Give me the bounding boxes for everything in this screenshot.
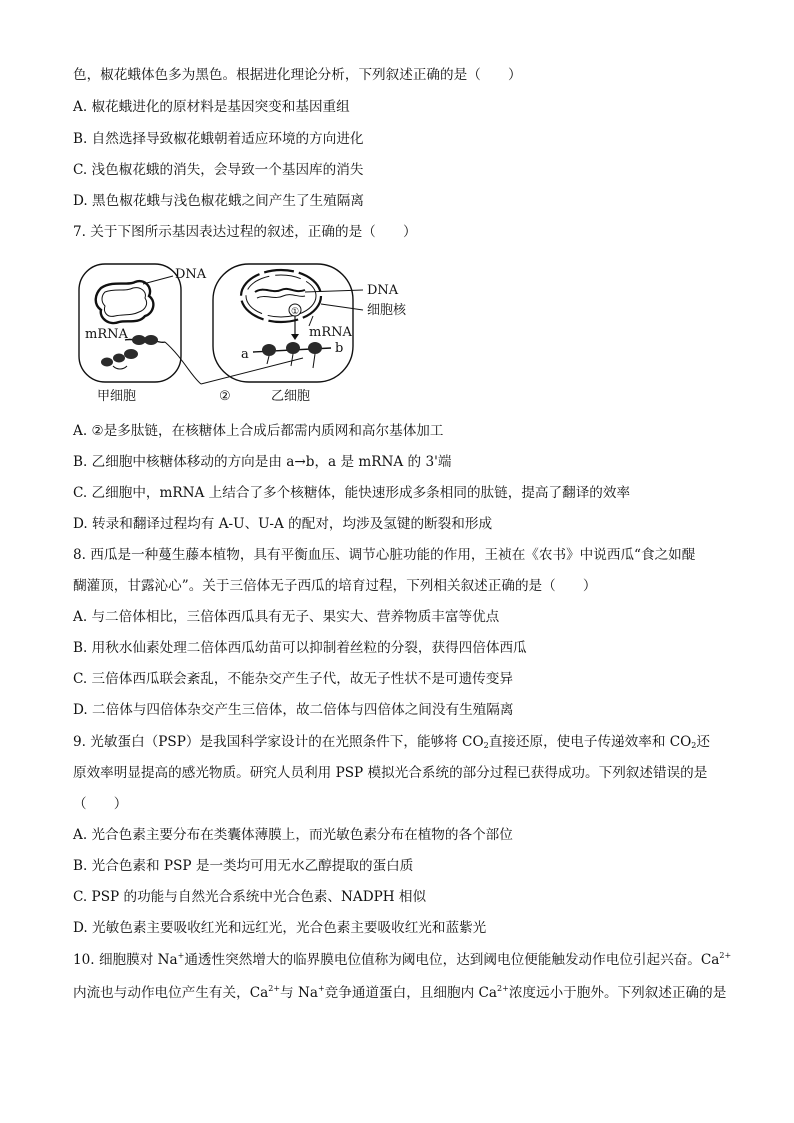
question-7-option-d: D. 转录和翻译过程均有 A-U、U-A 的配对，均涉及氢键的断裂和形成 xyxy=(73,516,493,532)
question-8-option-b: B. 用秋水仙素处理二倍体西瓜幼苗可以抑制着丝粒的分裂，获得四倍体西瓜 xyxy=(73,640,527,656)
peptide-chain xyxy=(291,354,293,366)
arrow-head-icon xyxy=(291,334,299,340)
dna-inner-cell-a xyxy=(102,288,147,317)
dna-coil-cell-a xyxy=(96,281,154,323)
question-8-option-c: C. 三倍体西瓜联会紊乱，不能杂交产生子代，故无子性状不是可遗传变异 xyxy=(73,671,513,687)
ribosome xyxy=(132,335,146,345)
question-9-stem-line-2: 原效率明显提高的感光物质。研究人员利用 PSP 模拟光合系统的部分过程已获得成功。下列叙述错误的是 xyxy=(73,765,708,781)
dna-pointer-left xyxy=(143,276,173,284)
question-8-stem-line-2: 醐灌顶，甘露沁心”。关于三倍体无子西瓜的培育过程，下列相关叙述正确的是（ ） xyxy=(73,578,597,594)
question-10-stem-line-2: 内流也与动作电位产生有关，$Ca^{2+}$与 Na+竞争通道蛋白，且细胞内 $Ca^{2+}$浓度远小于胞外。下列叙述正确的是 xyxy=(73,984,727,1001)
question-6-option-a: A. 椒花蛾进化的原材料是基因突变和基因重组 xyxy=(73,99,350,115)
end-b-label: b xyxy=(335,341,344,356)
question-8-option-a: A. 与二倍体相比，三倍体西瓜具有无子、果实大、营养物质丰富等优点 xyxy=(73,609,500,625)
question-8-option-d: D. 二倍体与四倍体杂交产生三倍体，故二倍体与四倍体之间没有生殖隔离 xyxy=(73,702,514,718)
label-nucleus: 细胞核 xyxy=(367,303,407,318)
peptide-chain xyxy=(313,354,315,368)
question-9-stem-line-1: 9. 光敏蛋白（PSP）是我国科学家设计的在光照条件下，能够将 $CO_2$直接还原，使电子传递效率和 $CO_2$还 xyxy=(73,734,710,750)
cell-b-name: 乙细胞 xyxy=(271,389,311,404)
question-10-stem-line-1: 10. 细胞膜对 Na+通透性突然增大的临界膜电位值称为阈电位，达到阈电位便能触发动作电位引起兴奋。$Ca^{2+}$ xyxy=(73,951,732,968)
question-9-stem-line-3: （ ） xyxy=(73,796,128,812)
cell-a-name: 甲细胞 xyxy=(97,389,137,404)
question-9-option-d: D. 光敏色素主要吸收红光和远红光，光合色素主要吸收红光和蓝紫光 xyxy=(73,920,487,936)
question-7-stem: 7. 关于下图所示基因表达过程的叙述，正确的是（ ） xyxy=(73,224,417,240)
label-dna-right: DNA xyxy=(367,283,399,298)
question-9-option-b: B. 光合色素和 PSP 是一类均可用无水乙醇提取的蛋白质 xyxy=(73,858,414,874)
question-9-option-c: C. PSP 的功能与自然光合系统中光合色素、NADPH 相似 xyxy=(73,889,427,905)
gene-expression-figure xyxy=(73,258,423,408)
nucleus-pointer xyxy=(321,304,363,310)
marker-1: ① xyxy=(291,307,300,317)
ribosome xyxy=(113,354,125,363)
question-8-stem-line-1: 8. 西瓜是一种蔓生藤本植物，具有平衡血压、调节心脏功能的作用，王祯在《农书》中说西瓜“食之如醍 xyxy=(73,547,696,563)
cell-a-membrane xyxy=(79,264,181,382)
ribosome xyxy=(124,349,138,359)
question-6-option-d: D. 黑色椒花蛾与浅色椒花蛾之间产生了生殖隔离 xyxy=(73,193,364,209)
ribosome xyxy=(144,335,158,345)
label-mrna-right: mRNA xyxy=(309,325,352,340)
ribosome xyxy=(308,342,322,354)
question-7-option-a: A. ②是多肽链，在核糖体上合成后都需内质网和高尔基体加工 xyxy=(73,423,444,439)
question-9-option-a: A. 光合色素主要分布在类囊体薄膜上，而光敏色素分布在植物的各个部位 xyxy=(73,827,513,843)
nucleus-outer-membrane xyxy=(241,270,321,322)
ribosome xyxy=(101,358,113,367)
question-7-option-c: C. 乙细胞中，mRNA 上结合了多个核糖体，能快速形成多条相同的肽链，提高了翻译的效率 xyxy=(73,485,631,501)
marker-2: ② xyxy=(219,389,231,404)
label-mrna-left: mRNA xyxy=(85,327,128,342)
dna-pointer-right xyxy=(305,290,363,292)
dna-cell-b xyxy=(255,289,305,292)
ribosome xyxy=(262,344,276,356)
nucleus-inner-membrane xyxy=(246,275,316,317)
question-6-stem-tail: 色，椒花蛾体色多为黑色。根据进化理论分析，下列叙述正确的是（ ） xyxy=(73,67,522,83)
label-dna-left: DNA xyxy=(175,267,207,282)
end-a-label: a xyxy=(241,347,249,362)
question-6-option-c: C. 浅色椒花蛾的消失，会导致一个基因库的消失 xyxy=(73,162,364,178)
peptide-chain xyxy=(267,356,269,364)
ribosome xyxy=(286,342,300,354)
question-6-option-b: B. 自然选择导致椒花蛾朝着适应环境的方向进化 xyxy=(73,131,364,147)
peptide-chain xyxy=(113,366,127,369)
dna-cell-b-strand xyxy=(257,295,305,298)
question-7-option-b: B. 乙细胞中核糖体移动的方向是由 a→b，a 是 mRNA 的 3'端 xyxy=(73,454,452,470)
